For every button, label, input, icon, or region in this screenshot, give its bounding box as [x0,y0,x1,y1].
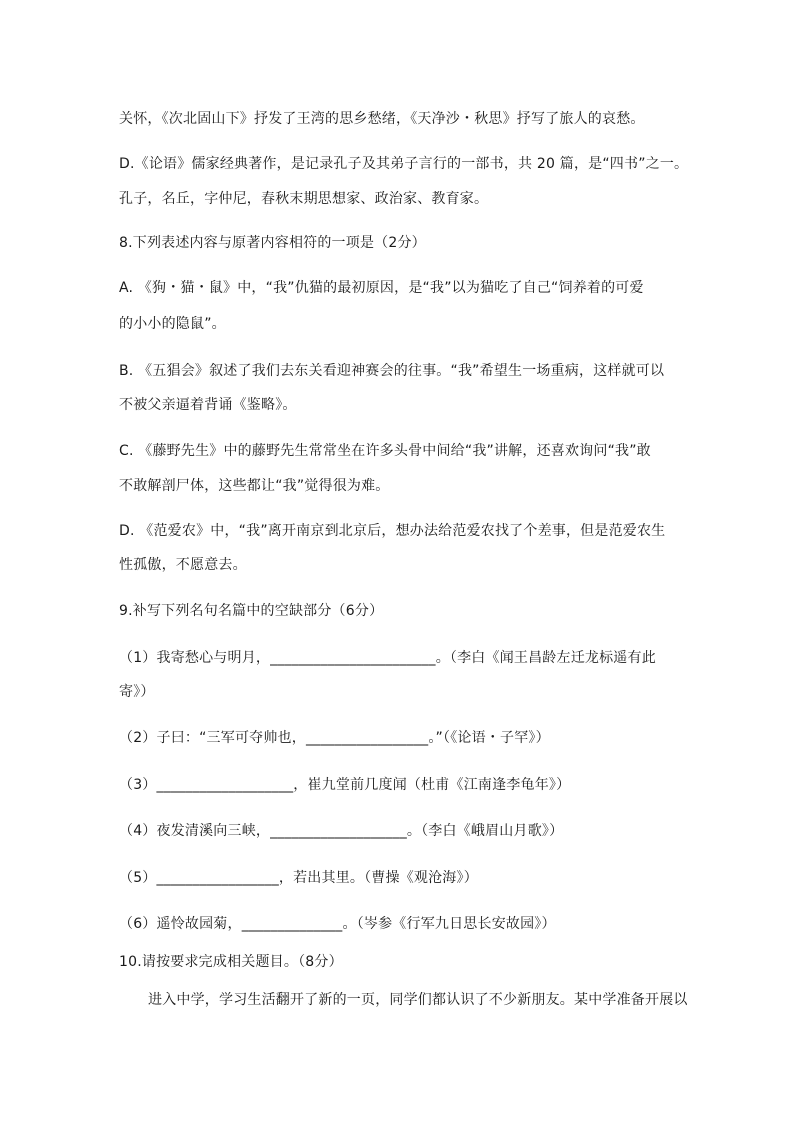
option-a-line: A. 《狗・猫・鼠》中，“我”仇猫的最初原因，是“我”以为猫吃了自己“饲养着的可爱 [119,280,644,296]
fill-blank-item: （4）夜发清溪向三峡，___________________。（李白《峨眉山月歌》） [119,823,564,839]
text-line: 不被父亲逼着背诵《鉴略》。 [119,397,297,413]
question-10-heading: 10.请按要求完成相关题目。（8分） [119,954,343,970]
fill-blank-item: （3）___________________，崔九堂前几度闻（杜甫《江南逢李龟年》） [119,777,571,793]
text-line: 寄》） [119,684,155,700]
fill-blank-item: （2）子曰：“三军可夺帅也，_________________。”（《论语・子罕》） [119,730,550,746]
question-8-heading: 8.下列表述内容与原著内容相符的一项是（2分） [119,235,426,251]
option-d-line: D.《论语》儒家经典著作，是记录孔子及其弟子言行的一部书，共 20 篇，是“四书”之一。 [119,156,689,172]
text-line: 不敢解剖尸体，这些都让“我”觉得很为难。 [119,478,390,494]
option-d-line: D. 《范爱农》中，“我”离开南京到北京后，想办法给范爱农找了个差事，但是范爱农生 [119,523,666,539]
fill-blank-item: （6）遥怜故园菊，______________。（岑参《行军九日思长安故园》） [119,916,556,932]
text-line: 的小小的隐鼠”。 [119,316,226,332]
text-line: 孔子，名丘，字仲尼，春秋末期思想家、政治家、教育家。 [119,191,489,207]
text-line: 进入中学，学习生活翻开了新的一页，同学们都认识了不少新朋友。某中学准备开展以 [148,992,688,1008]
text-line: 关怀，《次北固山下》抒发了王湾的思乡愁绪，《天净沙・秋思》抒写了旅人的哀愁。 [119,111,645,127]
fill-blank-item: （5）_________________，若出其里。（曹操《观沧海》） [119,870,478,886]
text-line: 性孤傲，不愿意去。 [119,557,247,573]
option-b-line: B. 《五猖会》叙述了我们去东关看迎神赛会的往事。“我”希望生一场重病，这样就可以 [119,363,665,379]
fill-blank-item: （1）我寄愁心与明月，_______________________。（李白《闻王昌龄左迁龙标遥有此 [119,650,656,666]
question-9-heading: 9.补写下列名句名篇中的空缺部分（6分） [119,603,384,619]
option-c-line: C. 《藤野先生》中的藤野先生常常坐在许多头骨中间给“我”讲解，还喜欢询问“我”敢 [119,443,651,459]
